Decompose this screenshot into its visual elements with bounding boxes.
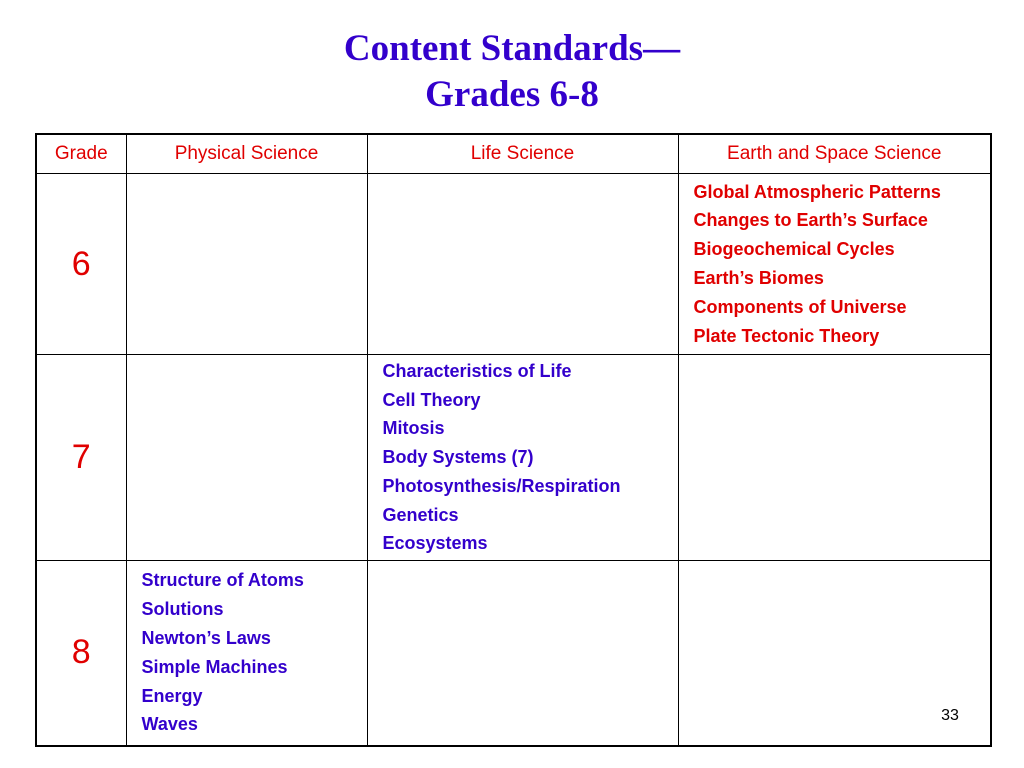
table-row-grade-7 (36, 355, 991, 561)
list-item: Characteristics of Life (382, 360, 572, 381)
list-item: Changes to Earth’s Surface (693, 210, 928, 231)
list-item: Genetics (382, 504, 459, 525)
list-item: Newton’s Laws (141, 627, 271, 648)
list-item: Components of Universe (693, 296, 907, 317)
grade-8-life-science-cell (367, 561, 678, 746)
grade-7-physical-science-cell (126, 355, 367, 561)
grade-7-earth-space-science-cell (678, 355, 991, 561)
header-life-science: Life Science (367, 134, 678, 174)
grade-6-earth-space-science-cell (678, 174, 991, 355)
table-row-grade-8 (36, 561, 991, 746)
grade-7-life-science-cell (367, 355, 678, 561)
grade-8-physical-science-topics (127, 566, 367, 739)
list-item: Solutions (141, 599, 224, 620)
slide-title (0, 26, 1024, 118)
list-item: Earth’s Biomes (693, 268, 824, 288)
list-item: Global Atmospheric Patterns (693, 181, 941, 202)
table-row-grade-6 (36, 174, 991, 355)
list-item: Plate Tectonic Theory (693, 325, 880, 346)
grade-6-life-science-cell (367, 174, 678, 355)
slide-title-line-2: Grades 6-8 (425, 74, 599, 115)
list-item: Waves (141, 714, 198, 735)
page-number: 33 (941, 707, 959, 724)
grade-8-physical-science-cell (126, 561, 367, 746)
header-grade: Grade (36, 134, 126, 174)
grade-6-earth-space-topics (679, 178, 991, 351)
table-header-row (36, 134, 991, 174)
header-earth-space-science: Earth and Space Science (678, 134, 991, 174)
list-item: Ecosystems (382, 533, 488, 554)
list-item: Simple Machines (141, 656, 288, 677)
list-item: Structure of Atoms (141, 570, 304, 591)
list-item: Photosynthesis/Respiration (382, 475, 621, 496)
grade-8-label: 8 (36, 561, 126, 746)
content-standards-table (35, 133, 992, 747)
grade-7-life-science-topics (368, 357, 678, 559)
list-item: Body Systems (7) (382, 447, 534, 468)
slide-title-line-1: Content Standards— (343, 28, 681, 69)
grade-6-physical-science-cell (126, 174, 367, 355)
list-item: Cell Theory (382, 389, 481, 410)
grade-6-label: 6 (36, 174, 126, 355)
list-item: Energy (141, 685, 203, 706)
list-item: Biogeochemical Cycles (693, 239, 895, 260)
header-physical-science: Physical Science (126, 134, 367, 174)
grade-7-label: 7 (36, 355, 126, 561)
list-item: Mitosis (382, 418, 445, 439)
